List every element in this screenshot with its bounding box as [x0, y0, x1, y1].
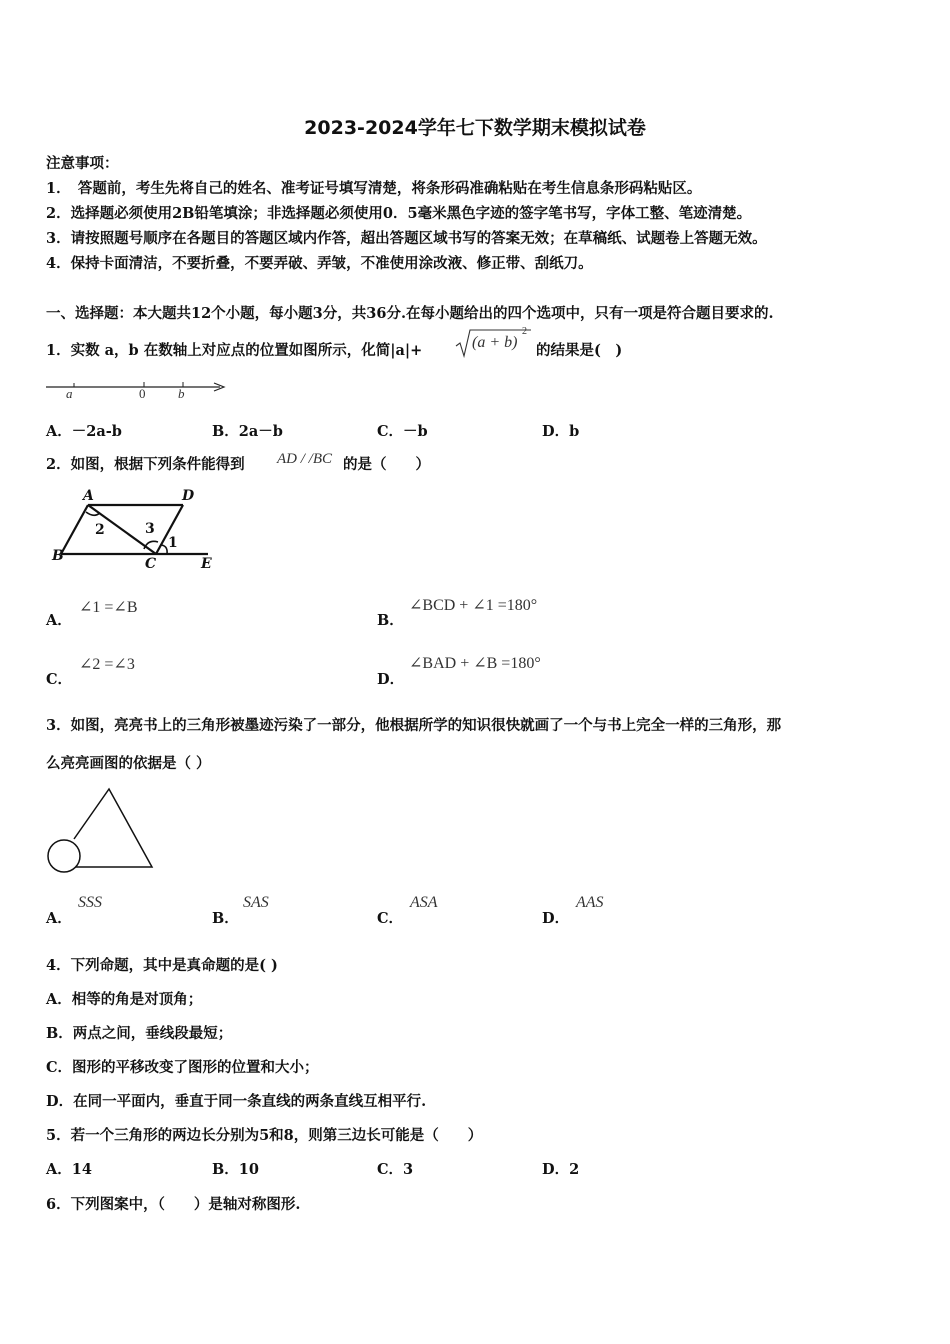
numberline-label-b: b: [178, 386, 185, 401]
q3-option-d-label: D．: [542, 910, 570, 927]
q3-option-b-math: SAS: [243, 894, 269, 911]
q2-formula: AD / /BC: [277, 451, 332, 467]
q5-stem: 5．若一个三角形的两边长分别为5和8，则第三边长可能是（ ）: [46, 1127, 483, 1144]
q1-stem-after: 的结果是( ): [536, 342, 623, 359]
q5-option-b: B．10: [212, 1161, 259, 1178]
q4-stem: 4．下列命题，其中是真命题的是( ): [46, 957, 278, 974]
q2-label-A: A: [83, 488, 94, 504]
section-heading: 一、选择题：本大题共12个小题，每小题3分，共36分.在每小题给出的四个选项中，只有一项是符合题目要求的.: [46, 305, 774, 322]
q2-label-C: C: [145, 556, 157, 572]
q3-triangle-figure: [44, 784, 159, 879]
notice-item-1: 1． 答题前，考生先将自己的姓名、准考证号填写清楚，将条形码准确粘贴在考生信息条形码粘贴区。: [46, 180, 702, 197]
q2-label-E: E: [201, 556, 212, 572]
q5-option-c: C．3: [377, 1161, 414, 1178]
q2-option-c-math: ∠2 =∠3: [79, 656, 135, 673]
q2-option-d-math: ∠BAD + ∠B =180°: [409, 655, 541, 672]
notice-item-3: 3．请按照题号顺序在各题目的答题区域内作答，超出答题区域书写的答案无效；在草稿纸、试题卷上答题无效。: [46, 230, 767, 247]
q2-option-b-math: ∠BCD + ∠1 =180°: [409, 597, 538, 614]
notice-heading: 注意事项：: [46, 155, 119, 172]
notice-item-2: 2．选择题必须使用2B铅笔填涂；非选择题必须使用0．5毫米黑色字迹的签字笔书写，字体工整、笔迹清楚。: [46, 205, 752, 222]
q4-option-d: D．在同一平面内，垂直于同一条直线的两条直线互相平行.: [46, 1093, 427, 1110]
q4-option-b: B．两点之间，垂线段最短；: [46, 1025, 233, 1042]
numberline-label-a: a: [66, 386, 73, 401]
q1-stem-before: 1．实数 a，b 在数轴上对应点的位置如图所示，化简|a|+: [46, 342, 423, 359]
numberline-label-zero: 0: [139, 386, 146, 401]
q5-option-a: A．14: [46, 1161, 92, 1178]
q2-option-b-label: B．: [377, 612, 404, 629]
q3-option-b-label: B．: [212, 910, 239, 927]
notice-item-4: 4．保持卡面清洁，不要折叠，不要弄破、弄皱，不准使用涂改液、修正带、刮纸刀。: [46, 255, 593, 272]
q3-option-d-math: AAS: [576, 894, 604, 911]
q2-label-D: D: [182, 488, 195, 504]
q2-option-a-math: ∠1 =∠B: [79, 599, 138, 616]
q1-formula: (a + b): [472, 334, 518, 351]
q2-stem-before: 2．如图，根据下列条件能得到: [46, 456, 245, 473]
q4-option-c: C．图形的平移改变了图形的位置和大小；: [46, 1059, 319, 1076]
q2-stem-after: 的是（ ）: [343, 456, 430, 473]
q2-angle-1: 1: [168, 535, 178, 551]
q3-option-c-math: ASA: [410, 894, 438, 911]
q2-label-B: B: [52, 548, 64, 564]
q2-option-a-label: A．: [46, 612, 72, 629]
q2-figure: [48, 485, 223, 575]
q6-stem: 6．下列图案中，（ ）是轴对称图形.: [46, 1196, 301, 1213]
q3-option-c-label: C．: [377, 910, 404, 927]
q1-option-c: C．－b: [377, 423, 428, 440]
q2-option-d-label: D．: [377, 671, 405, 688]
page-title: 2023-2024学年七下数学期末模拟试卷: [304, 117, 646, 139]
q1-option-b: B．2a－b: [212, 423, 283, 440]
q4-option-a: A．相等的角是对顶角；: [46, 991, 203, 1008]
q5-option-d: D．2: [542, 1161, 580, 1178]
q3-option-a-math: SSS: [78, 894, 102, 911]
q3-stem-line-2: 么亮亮画图的依据是（ ）: [46, 755, 211, 772]
q2-angle-3: 3: [145, 521, 155, 537]
q3-option-a-label: A．: [46, 910, 72, 927]
q1-stem: [46, 339, 422, 360]
q2-option-c-label: C．: [46, 671, 73, 688]
q1-option-a: A．－2a-b: [46, 423, 122, 440]
q3-stem-line-1: 3．如图，亮亮书上的三角形被墨迹污染了一部分，他根据所学的知识很快就画了一个与书上完全一样的三角形，那: [46, 717, 782, 734]
q1-exponent: 2: [522, 326, 527, 337]
q2-angle-2: 2: [95, 522, 105, 538]
q1-option-d: D．b: [542, 423, 580, 440]
